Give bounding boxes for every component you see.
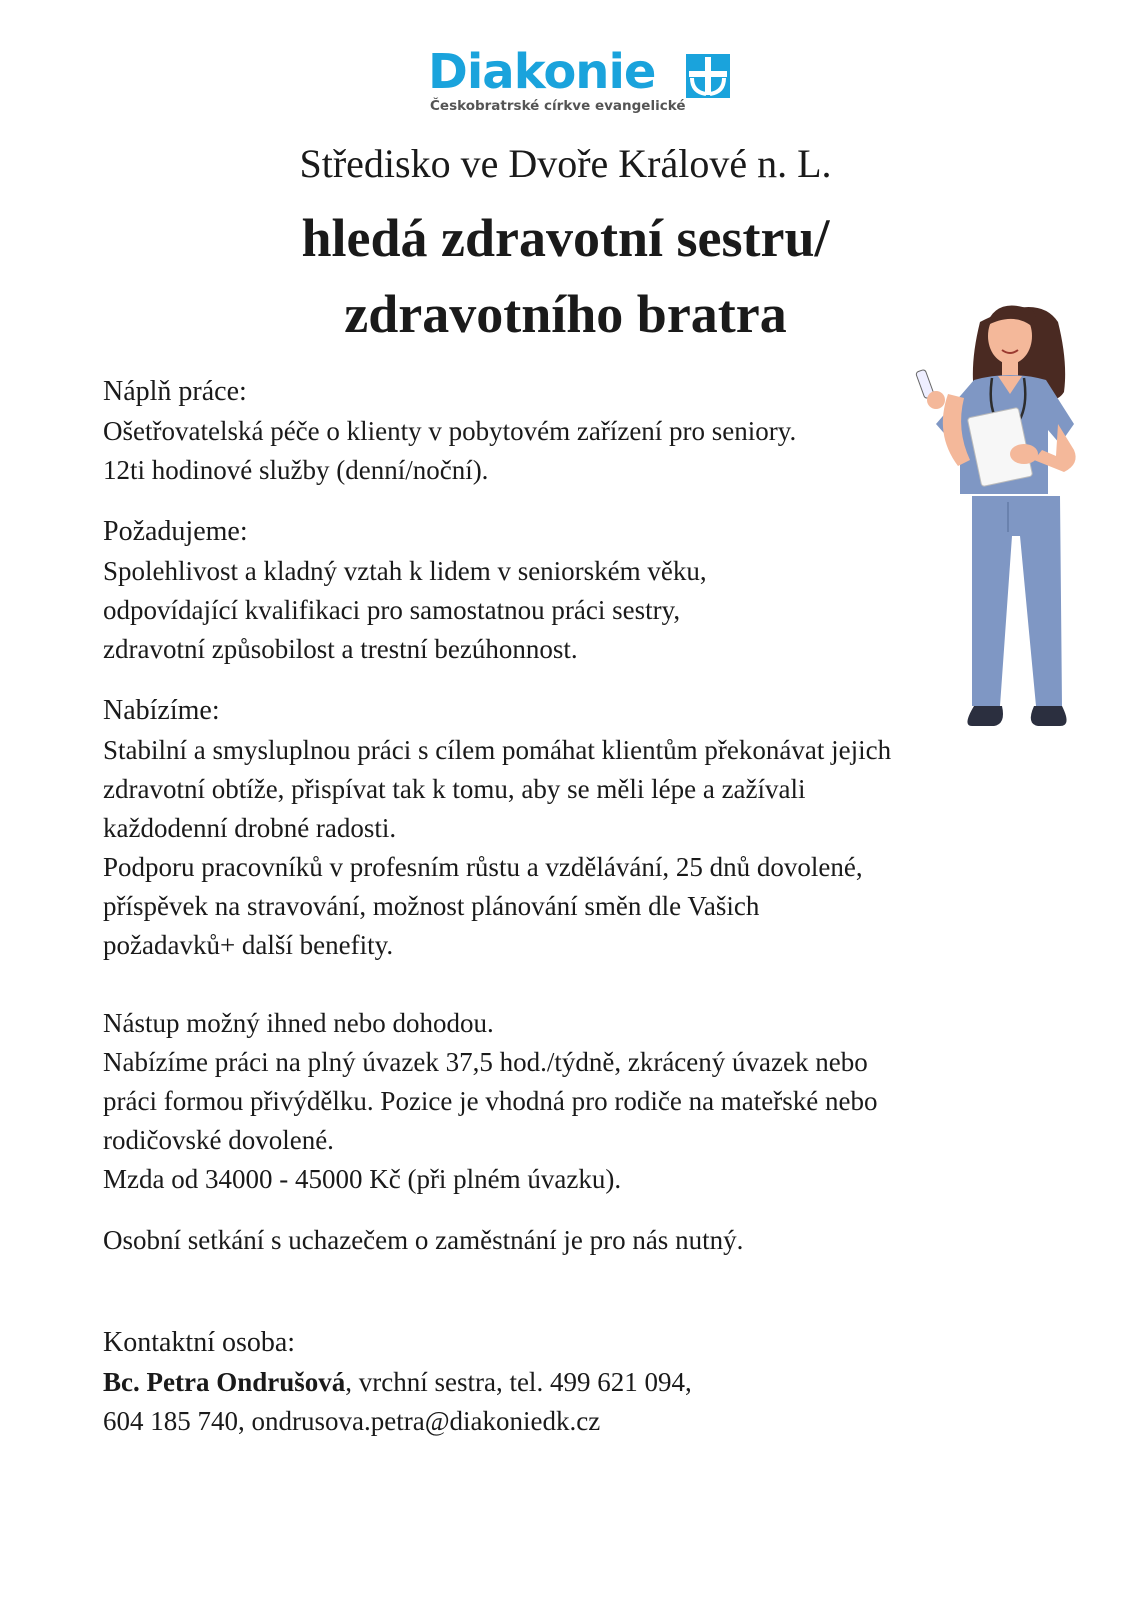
contact-line-1 [103,1363,1023,1402]
text-line: Stabilní a smysluplnou práci s cílem pomáhat klientům překonávat jejich [103,735,892,765]
section-title-pozadujeme: Požadujeme: [103,516,248,547]
text-line: zdravotní způsobilost a trestní bezúhonnost. [103,634,578,664]
contact-name: Bc. Petra Ondrušová [103,1367,346,1397]
section-title-nabizime: Nabízíme: [103,695,220,726]
text-line: 12ti hodinové služby (denní/noční). [103,455,489,485]
center-name: Středisko ve Dvoře Králové n. L. [299,141,832,186]
text-line: Podporu pracovníků v profesním růstu a vzdělávání, 25 dnů dovolené, [103,852,863,882]
headline-line: zdravotního bratra [344,284,787,344]
text-line: příspěvek na stravování, možnost plánování směn dle Vašich [103,891,760,921]
text-line: zdravotní obtíže, přispívat tak k tomu, aby se měli lépe a zažívali [103,774,806,804]
text-line: Nástup možný ihned nebo dohodou. [103,1008,494,1038]
text-line: práci formou přivýdělku. Pozice je vhodná pro rodiče na mateřské nebo [103,1086,878,1116]
job-description [103,372,1023,1441]
diakonie-cross-icon [686,54,730,98]
section-title-contact: Kontaktní osoba: [103,1327,296,1358]
text-line: Spolehlivost a kladný vztah k lidem v seniorském věku, [103,556,707,586]
contact-line-2: 604 185 740, ondrusova.petra@diakoniedk.cz [103,1406,601,1436]
text-line: rodičovské dovolené. [103,1125,334,1155]
logo-wordmark: Diakonie [428,44,656,100]
diakonie-logo [428,44,748,120]
logo-subtitle: Českobratrské církve evangelické [430,98,686,114]
text-line: požadavků+ další benefity. [103,930,394,960]
section-title-naplne: Náplň práce: [103,376,247,407]
text-line: odpovídající kvalifikaci pro samostatnou práci sestry, [103,595,681,625]
text-line: Mzda od 34000 - 45000 Kč (při plném úvazku). [103,1164,622,1194]
text-line: Nabízíme práci na plný úvazek 37,5 hod./týdně, zkrácený úvazek nebo [103,1047,868,1077]
headline-line: hledá zdravotní sestru/ [301,208,830,268]
text-line: každodenní drobné radosti. [103,813,397,843]
interview-note: Osobní setkání s uchazečem o zaměstnání je pro nás nutný. [103,1225,744,1255]
contact-phone: , vrchní sestra, tel. 499 621 094, [345,1367,692,1397]
text-line: Ošetřovatelská péče o klienty v pobytovém zařízení pro seniory. [103,416,797,446]
